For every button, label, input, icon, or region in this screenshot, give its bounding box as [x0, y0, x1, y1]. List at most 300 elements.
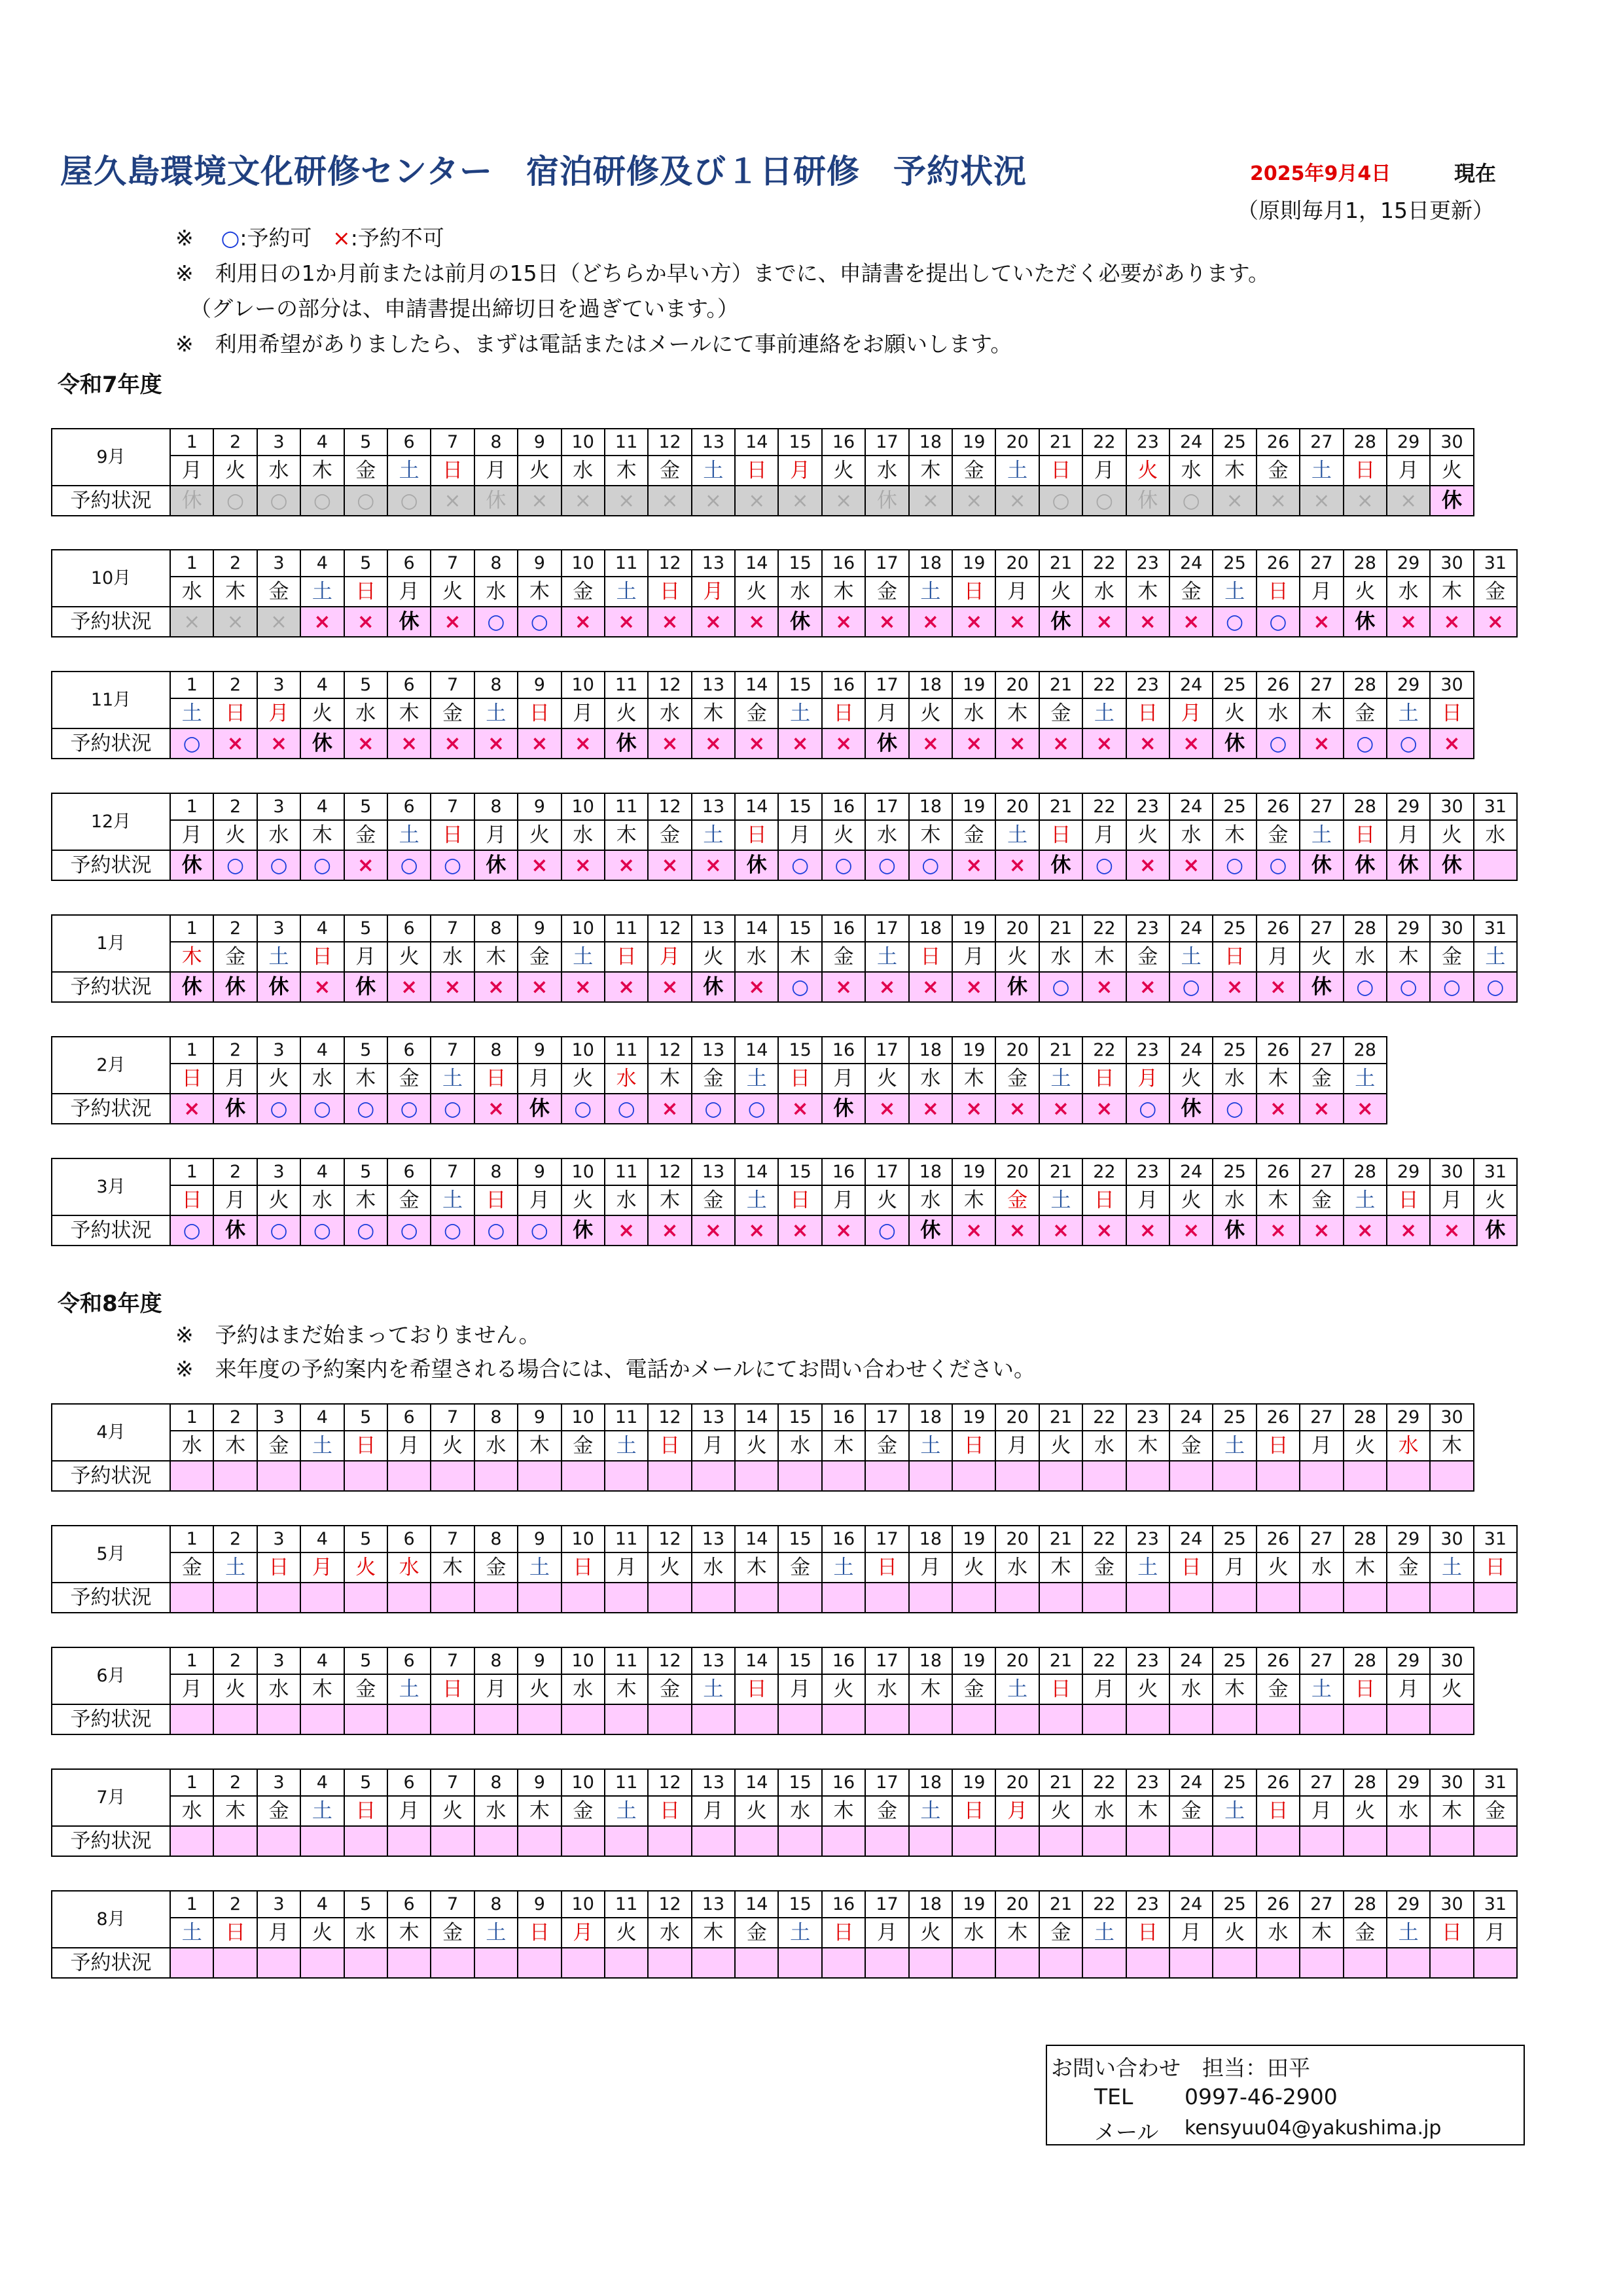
- day-number: 13: [692, 1526, 735, 1552]
- weekday: 日: [1257, 1431, 1300, 1461]
- weekday: 水: [474, 1796, 518, 1826]
- reservation-status: 休: [213, 1215, 257, 1246]
- day-number: 1: [170, 429, 213, 456]
- weekday: 土: [1344, 1064, 1387, 1094]
- weekday: 月: [1257, 942, 1300, 972]
- day-number: 31: [1474, 915, 1517, 942]
- weekday: 金: [257, 577, 300, 607]
- weekday: 土: [300, 1796, 344, 1826]
- reservation-status: 休: [300, 728, 344, 759]
- reservation-status: [822, 1461, 865, 1491]
- day-number: 14: [735, 1526, 778, 1552]
- reservation-status: [1169, 1948, 1213, 1978]
- day-number: 20: [995, 1891, 1039, 1918]
- weekday: 月: [909, 1552, 952, 1583]
- weekday: 月: [822, 1064, 865, 1094]
- day-number: 9: [518, 429, 561, 456]
- weekday: 土: [1300, 820, 1343, 850]
- month-label: 10月: [52, 550, 170, 607]
- reservation-status: [778, 1948, 821, 1978]
- weekday: 火: [1213, 1918, 1256, 1948]
- weekday: 火: [865, 1064, 908, 1094]
- weekday: 木: [909, 456, 952, 486]
- weekday: 月: [213, 1064, 257, 1094]
- weekday: 木: [1082, 942, 1126, 972]
- reservation-status: ×: [648, 1215, 691, 1246]
- day-number: 7: [431, 550, 474, 577]
- status-row-label: 予約状況: [52, 1948, 170, 1978]
- day-number: 6: [387, 1404, 431, 1431]
- weekday: 金: [344, 456, 387, 486]
- weekday: 水: [865, 1674, 908, 1704]
- day-number: 1: [170, 672, 213, 698]
- weekday: 日: [1344, 1674, 1387, 1704]
- reservation-status: ×: [952, 607, 995, 637]
- weekday: 月: [1169, 1918, 1213, 1948]
- reservation-status: [562, 1583, 605, 1613]
- reservation-status: ×: [562, 607, 605, 637]
- weekday: 土: [778, 1918, 821, 1948]
- reservation-status: 休: [865, 728, 908, 759]
- reservation-status: [605, 1583, 648, 1613]
- day-number: 30: [1430, 1769, 1473, 1796]
- reservation-status: [1474, 1948, 1517, 1978]
- reservation-status: [778, 1826, 821, 1856]
- weekday: 土: [300, 577, 344, 607]
- weekday: 金: [518, 942, 561, 972]
- day-number: 11: [605, 1891, 648, 1918]
- day-number: 27: [1300, 1891, 1343, 1918]
- weekday: 月: [1300, 577, 1343, 607]
- weekday: 土: [431, 1064, 474, 1094]
- weekday: 木: [1387, 942, 1430, 972]
- weekday: 木: [952, 1185, 995, 1215]
- weekday: 火: [1169, 1185, 1213, 1215]
- reservation-status: ×: [170, 1094, 213, 1124]
- day-number: 12: [648, 1769, 691, 1796]
- weekday: 水: [995, 1552, 1039, 1583]
- status-row-label: 予約状況: [52, 1826, 170, 1856]
- weekday: 月: [474, 820, 518, 850]
- day-number: 10: [562, 429, 605, 456]
- weekday: 日: [735, 456, 778, 486]
- reservation-status: ×: [1082, 728, 1126, 759]
- weekday: 日: [735, 1674, 778, 1704]
- day-number: 19: [952, 672, 995, 698]
- day-number: 3: [257, 429, 300, 456]
- weekday: 月: [562, 698, 605, 728]
- weekday: 水: [865, 820, 908, 850]
- weekday: 土: [1213, 1431, 1256, 1461]
- reservation-status: [995, 1704, 1039, 1734]
- day-number: 4: [300, 672, 344, 698]
- day-number: 24: [1169, 1404, 1213, 1431]
- weekday: 火: [1344, 577, 1387, 607]
- reservation-status: ×: [387, 972, 431, 1002]
- weekday: 月: [1474, 1918, 1517, 1948]
- weekday: 金: [952, 820, 995, 850]
- reservation-status: ○: [1344, 728, 1387, 759]
- reservation-status: ×: [518, 972, 561, 1002]
- day-number: 14: [735, 1769, 778, 1796]
- day-number: 28: [1344, 793, 1387, 820]
- reservation-status: ×: [431, 607, 474, 637]
- day-number: 13: [692, 1891, 735, 1918]
- weekday: 木: [1126, 1431, 1169, 1461]
- weekday: 水: [909, 1185, 952, 1215]
- weekday: 木: [692, 1918, 735, 1948]
- reservation-status: [1474, 1583, 1517, 1613]
- reservation-status: [213, 1461, 257, 1491]
- reservation-status: ×: [1126, 850, 1169, 880]
- weekday: 火: [300, 698, 344, 728]
- weekday: 火: [605, 1918, 648, 1948]
- weekday: 金: [344, 820, 387, 850]
- day-number: 3: [257, 1647, 300, 1674]
- day-number: 19: [952, 1037, 995, 1064]
- weekday: 月: [170, 456, 213, 486]
- day-number: 2: [213, 1037, 257, 1064]
- day-number: 29: [1387, 550, 1430, 577]
- weekday: 日: [648, 577, 691, 607]
- reservation-status: ○: [1344, 972, 1387, 1002]
- weekday: 火: [1126, 820, 1169, 850]
- reservation-status: [1169, 1704, 1213, 1734]
- reservation-status: ○: [474, 607, 518, 637]
- day-number: 20: [995, 793, 1039, 820]
- reservation-status: [1344, 1704, 1387, 1734]
- weekday: 水: [257, 820, 300, 850]
- day-number: 7: [431, 1037, 474, 1064]
- day-number: 11: [605, 1037, 648, 1064]
- weekday: 木: [1300, 698, 1343, 728]
- contact-tel[interactable]: 0997-46-2900: [1185, 2084, 1338, 2109]
- reservation-status: ×: [648, 486, 691, 516]
- weekday: 日: [344, 1796, 387, 1826]
- weekday: 月: [518, 1064, 561, 1094]
- day-number: 20: [995, 672, 1039, 698]
- weekday: 木: [822, 1431, 865, 1461]
- day-number: 12: [648, 1891, 691, 1918]
- weekday: 火: [257, 1064, 300, 1094]
- weekday: 火: [344, 1552, 387, 1583]
- weekday: 水: [1213, 1064, 1256, 1094]
- weekday: 日: [474, 1185, 518, 1215]
- day-number: 17: [865, 550, 908, 577]
- weekday: 火: [648, 1552, 691, 1583]
- reservation-status: [952, 1704, 995, 1734]
- weekday: 金: [952, 456, 995, 486]
- reservation-status: [1082, 1826, 1126, 1856]
- calendar-month: [51, 428, 1474, 516]
- reservation-status: ○: [865, 1215, 908, 1246]
- weekday: 月: [387, 577, 431, 607]
- weekday: 金: [562, 577, 605, 607]
- weekday: 水: [1387, 1431, 1430, 1461]
- weekday: 日: [170, 1064, 213, 1094]
- weekday: 月: [562, 1918, 605, 1948]
- weekday: 金: [1257, 820, 1300, 850]
- day-number: 19: [952, 1526, 995, 1552]
- legend-ng-text: :予約不可: [350, 225, 444, 251]
- day-number: 1: [170, 1037, 213, 1064]
- reservation-status: ×: [648, 607, 691, 637]
- day-number: 22: [1082, 1647, 1126, 1674]
- day-number: 1: [170, 1769, 213, 1796]
- weekday: 金: [692, 1185, 735, 1215]
- month-label: 5月: [52, 1526, 170, 1583]
- reservation-status: ×: [431, 972, 474, 1002]
- reservation-status: ×: [952, 850, 995, 880]
- contact-mail[interactable]: kensyuu04@yakushima.jp: [1185, 2117, 1442, 2140]
- reservation-status: ○: [735, 1094, 778, 1124]
- day-number: 20: [995, 915, 1039, 942]
- day-number: 8: [474, 550, 518, 577]
- reservation-status: ×: [1300, 607, 1343, 637]
- day-number: 12: [648, 1526, 691, 1552]
- day-number: 27: [1300, 915, 1343, 942]
- weekday: 木: [952, 1064, 995, 1094]
- weekday: 土: [995, 456, 1039, 486]
- reservation-status: [562, 1826, 605, 1856]
- day-number: 11: [605, 793, 648, 820]
- day-number: 10: [562, 793, 605, 820]
- weekday: 火: [431, 577, 474, 607]
- reservation-status: ×: [1082, 1215, 1126, 1246]
- day-number: 2: [213, 672, 257, 698]
- weekday: 月: [1430, 1185, 1473, 1215]
- day-number: 11: [605, 672, 648, 698]
- weekday: 火: [387, 942, 431, 972]
- day-number: 28: [1344, 550, 1387, 577]
- reiwa7-label: 令和7年度: [58, 372, 162, 398]
- weekday: 日: [909, 942, 952, 972]
- day-number: 27: [1300, 1404, 1343, 1431]
- reservation-status: [995, 1948, 1039, 1978]
- legend-ng-mark: ×: [332, 225, 351, 251]
- day-number: 18: [909, 793, 952, 820]
- weekday: 火: [605, 698, 648, 728]
- reservation-status: [300, 1826, 344, 1856]
- reservation-status: ×: [344, 850, 387, 880]
- weekday: 金: [952, 1674, 995, 1704]
- weekday: 火: [735, 1431, 778, 1461]
- reservation-status: [431, 1826, 474, 1856]
- weekday: 土: [1039, 1185, 1082, 1215]
- reservation-status: ○: [431, 1094, 474, 1124]
- day-number: 4: [300, 1404, 344, 1431]
- day-number: 5: [344, 793, 387, 820]
- calendar-month: [51, 1158, 1518, 1246]
- reservation-status: ○: [213, 850, 257, 880]
- reservation-status: ×: [605, 972, 648, 1002]
- weekday: 木: [1257, 1064, 1300, 1094]
- day-number: 28: [1344, 1647, 1387, 1674]
- day-number: 17: [865, 1526, 908, 1552]
- reservation-status: 休: [518, 1094, 561, 1124]
- reservation-status: [431, 1583, 474, 1613]
- reservation-status: ○: [1169, 486, 1213, 516]
- day-number: 6: [387, 429, 431, 456]
- day-number: 30: [1430, 672, 1473, 698]
- day-number: 16: [822, 793, 865, 820]
- weekday: 日: [474, 1064, 518, 1094]
- reservation-status: [1169, 1461, 1213, 1491]
- reservation-status: [518, 1948, 561, 1978]
- day-number: 7: [431, 1769, 474, 1796]
- weekday: 日: [1169, 1552, 1213, 1583]
- day-number: 13: [692, 1158, 735, 1185]
- day-number: 8: [474, 672, 518, 698]
- day-number: 14: [735, 1037, 778, 1064]
- reservation-status: [1039, 1948, 1082, 1978]
- day-number: 10: [562, 1647, 605, 1674]
- day-number: 3: [257, 1158, 300, 1185]
- reservation-status: ×: [1126, 1215, 1169, 1246]
- weekday: 土: [562, 942, 605, 972]
- weekday: 水: [1300, 1552, 1343, 1583]
- reservation-status: ○: [344, 1215, 387, 1246]
- contact-box: [1046, 2045, 1525, 2145]
- weekday: 月: [257, 698, 300, 728]
- day-number: 19: [952, 1158, 995, 1185]
- day-number: 20: [995, 1158, 1039, 1185]
- reservation-status: [865, 1704, 908, 1734]
- reservation-status: [1082, 1583, 1126, 1613]
- day-number: 22: [1082, 1404, 1126, 1431]
- reservation-status: [344, 1826, 387, 1856]
- weekday: 火: [1126, 1674, 1169, 1704]
- weekday: 木: [1430, 577, 1473, 607]
- reservation-status: [562, 1948, 605, 1978]
- reservation-status: [909, 1583, 952, 1613]
- day-number: 15: [778, 1037, 821, 1064]
- weekday: 水: [300, 1185, 344, 1215]
- weekday: 火: [518, 456, 561, 486]
- note-deadline: ※ 利用日の1か月前または前月の15日（どちらか早い方）までに、申請書を提出していただく必要があります。: [175, 260, 1270, 286]
- reservation-status: [1430, 1948, 1473, 1978]
- weekday: 金: [865, 1796, 908, 1826]
- weekday: 土: [1213, 577, 1256, 607]
- reservation-status: ×: [1387, 486, 1430, 516]
- day-number: 29: [1387, 793, 1430, 820]
- day-number: 10: [562, 1404, 605, 1431]
- reservation-status: [692, 1583, 735, 1613]
- weekday: 金: [648, 820, 691, 850]
- day-number: 15: [778, 429, 821, 456]
- day-number: 23: [1126, 550, 1169, 577]
- day-number: 21: [1039, 672, 1082, 698]
- reservation-status: ○: [909, 850, 952, 880]
- day-number: 29: [1387, 1404, 1430, 1431]
- weekday: 火: [1257, 1552, 1300, 1583]
- weekday: 水: [1169, 820, 1213, 850]
- day-number: 18: [909, 915, 952, 942]
- reservation-status: ○: [518, 1215, 561, 1246]
- reservation-status: [170, 1948, 213, 1978]
- reservation-status: ○: [257, 850, 300, 880]
- reservation-status: 休: [257, 972, 300, 1002]
- weekday: 木: [213, 1796, 257, 1826]
- reservation-status: [387, 1461, 431, 1491]
- reservation-status: ×: [1039, 1094, 1082, 1124]
- reservation-status: ×: [995, 850, 1039, 880]
- day-number: 22: [1082, 1891, 1126, 1918]
- weekday: 日: [213, 698, 257, 728]
- day-number: 16: [822, 1158, 865, 1185]
- reservation-status: ×: [865, 607, 908, 637]
- weekday: 日: [1257, 1796, 1300, 1826]
- weekday: 金: [474, 1552, 518, 1583]
- weekday: 火: [909, 1918, 952, 1948]
- reservation-status: 休: [1213, 1215, 1256, 1246]
- weekday: 日: [1082, 1185, 1126, 1215]
- reservation-status: [344, 1704, 387, 1734]
- weekday: 土: [735, 1185, 778, 1215]
- weekday: 火: [1430, 1674, 1473, 1704]
- weekday: 火: [1300, 942, 1343, 972]
- weekday: 金: [1126, 942, 1169, 972]
- reservation-status: 休: [1213, 728, 1256, 759]
- reservation-status: ○: [778, 850, 821, 880]
- reservation-status: ×: [692, 607, 735, 637]
- reservation-status: ×: [909, 728, 952, 759]
- day-number: 13: [692, 672, 735, 698]
- day-number: 16: [822, 1769, 865, 1796]
- reservation-status: ○: [1257, 728, 1300, 759]
- reservation-status: ×: [562, 850, 605, 880]
- reservation-status: 休: [1430, 850, 1473, 880]
- weekday: 水: [605, 1064, 648, 1094]
- weekday: 月: [1300, 1796, 1343, 1826]
- weekday: 火: [692, 942, 735, 972]
- day-number: 7: [431, 1526, 474, 1552]
- day-number: 9: [518, 1769, 561, 1796]
- day-number: 19: [952, 1891, 995, 1918]
- reservation-status: [1213, 1461, 1256, 1491]
- day-number: 21: [1039, 1158, 1082, 1185]
- reservation-status: ×: [778, 1094, 821, 1124]
- day-number: 24: [1169, 429, 1213, 456]
- weekday: 月: [170, 820, 213, 850]
- day-number: 2: [213, 1158, 257, 1185]
- weekday: 月: [692, 577, 735, 607]
- reservation-status: [735, 1704, 778, 1734]
- weekday: 金: [1082, 1552, 1126, 1583]
- weekday: 水: [170, 577, 213, 607]
- day-number: 2: [213, 1769, 257, 1796]
- reservation-status: [1213, 1948, 1256, 1978]
- day-number: 28: [1344, 1404, 1387, 1431]
- reservation-status: ×: [648, 972, 691, 1002]
- reservation-status: ×: [952, 728, 995, 759]
- day-number: 12: [648, 550, 691, 577]
- day-number: 3: [257, 550, 300, 577]
- weekday: 火: [822, 456, 865, 486]
- reservation-status: ○: [300, 1094, 344, 1124]
- reservation-status: ×: [1387, 607, 1430, 637]
- reservation-status: [735, 1948, 778, 1978]
- reservation-status: [909, 1704, 952, 1734]
- weekday: 日: [952, 1796, 995, 1826]
- day-number: 4: [300, 915, 344, 942]
- reservation-status: ×: [474, 728, 518, 759]
- weekday: 日: [735, 820, 778, 850]
- reservation-status: [431, 1704, 474, 1734]
- reservation-status: ×: [605, 850, 648, 880]
- weekday: 金: [562, 1431, 605, 1461]
- weekday: 水: [735, 942, 778, 972]
